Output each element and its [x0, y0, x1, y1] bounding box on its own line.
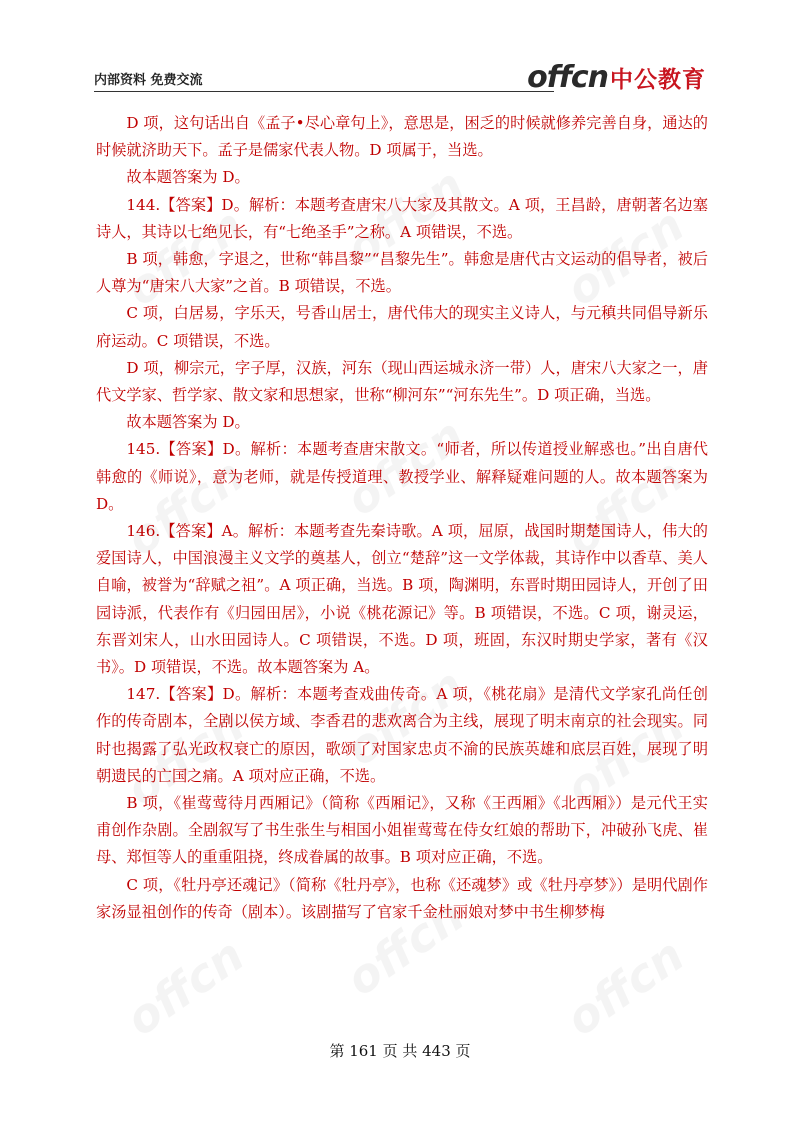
- paragraph: 故本题答案为 D。: [126, 168, 250, 187]
- page-header: [94, 60, 706, 94]
- paragraph: C 项，《牡丹亭还魂记》（简称《牡丹亭》，也称《还魂梦》或《牡丹亭梦》）是明代剧作家汤显祖创作的传奇（剧本）。该剧描写了官家千金杜丽娘对梦中书生柳梦梅: [96, 875, 708, 921]
- paragraph: D 项，柳宗元，字子厚，汉族，河东（现山西运城永济一带）人，唐宋八大家之一，唐代文学家、哲学家、散文家和思想家，世称“柳河东”“河东先生”。D 项正确，当选。: [96, 358, 708, 405]
- document-body: [96, 110, 708, 926]
- paragraph: 144.【答案】D。解析：本题考查唐宋八大家及其散文。A 项，王昌龄，唐朝著名边塞诗人，其诗以七绝见长，有“七绝圣手”之称。A 项错误，不选。: [96, 195, 708, 241]
- page-number: 第 161 页 共 443 页: [329, 1042, 471, 1060]
- paragraph: 146.【答案】A。解析：本题考查先秦诗歌。A 项，屈原，战国时期楚国诗人，伟大的爱国诗人，中国浪漫主义文学的奠基人，创立“楚辞”这一文学体裁，其诗作中以香草、美人自喻，被誉为“辞赋之祖”。A 项正确，当选。B 项，陶渊明，东晋时期田园诗人，开创了田园诗派，代表作有《归园田居》，小说《桃花源记》等。B 项错误，不选。C 项，谢灵运，东晋刘宋人，山水田园诗人。C 项错误，不选。D 项，班固，东汉时期史学家，著有《汉书》。D 项错误，不选。故本题答案为 A。: [96, 522, 708, 677]
- logo-text-en: offcn: [527, 59, 608, 95]
- paragraph: D 项，这句话出自《孟子•尽心章句上》，意思是，困乏的时候就修养完善自身，通达的时候就济助天下。孟子是儒家代表人物。D 项属于，当选。: [96, 114, 708, 160]
- paragraph: 145.【答案】D。解析：本题考查唐宋散文。“师者，所以传道授业解惑也。”出自唐代韩愈的《师说》，意为老师，就是传授道理、教授学业、解释疑难问题的人。故本题答案为 D。: [96, 440, 708, 513]
- paragraph: B 项，韩愈，字退之，世称“韩昌黎”“昌黎先生”。韩愈是唐代古文运动的倡导者，被后人尊为“唐宋八大家”之首。B 项错误，不选。: [96, 250, 708, 296]
- paragraph: B 项，《崔莺莺待月西厢记》（简称《西厢记》，又称《王西厢》《北西厢》）是元代王实甫创作杂剧。全剧叙写了书生张生与相国小姐崔莺莺在侍女红娘的帮助下，冲破孙飞虎、崔母、郑恒等人的重重阻挠，终成眷属的故事。B 项对应正确，不选。: [96, 794, 708, 867]
- paragraph: C 项，白居易，字乐天，号香山居士，唐代伟大的现实主义诗人，与元稹共同倡导新乐府运动。C 项错误，不选。: [96, 304, 708, 350]
- header-label: 内部资料 免费交流: [94, 73, 203, 88]
- paragraph: 147.【答案】D。解析：本题考查戏曲传奇。A 项，《桃花扇》是清代文学家孔尚任创作的传奇剧本，全剧以侯方域、李香君的悲欢离合为主线，展现了明末南京的社会现实。同时也揭露了弘光政权衰亡的原因，歌颂了对国家忠贞不渝的民族英雄和底层百姓，展现了明朝遗民的亡国之痛。A 项对应正确，不选。: [96, 685, 708, 785]
- offcn-logo: [527, 60, 706, 94]
- header-rule: [94, 91, 554, 92]
- paragraph: 故本题答案为 D。: [126, 413, 250, 432]
- watermark: [556, 928, 693, 1047]
- watermark: [116, 928, 253, 1047]
- logo-text-cn: 中公教育: [610, 66, 706, 93]
